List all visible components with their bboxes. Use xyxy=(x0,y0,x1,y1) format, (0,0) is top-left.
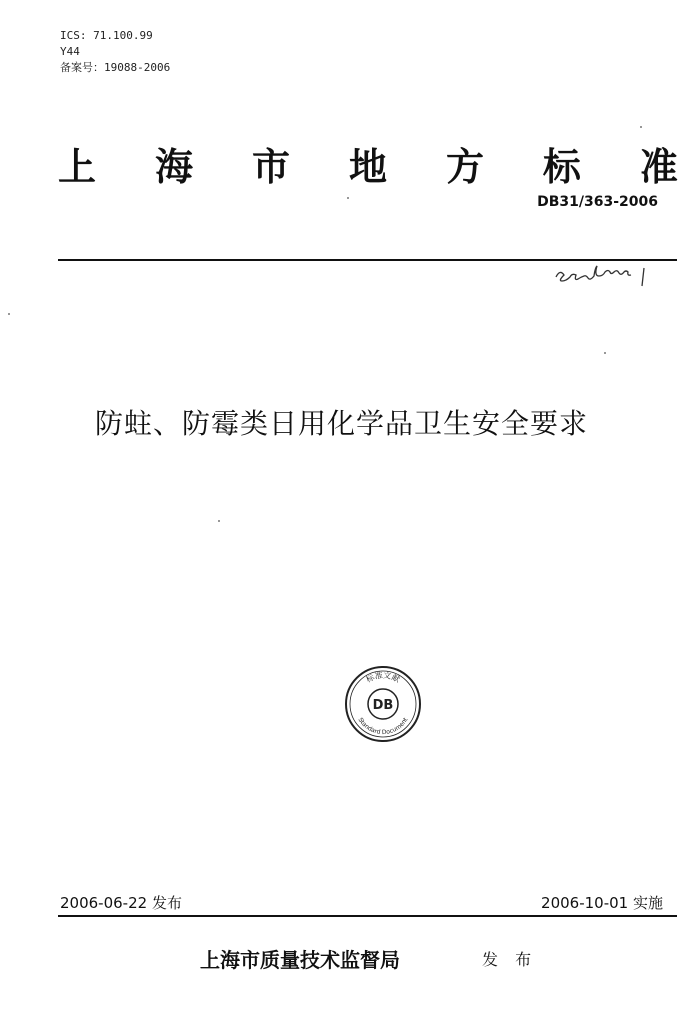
scan-speck xyxy=(8,313,10,315)
scan-speck xyxy=(218,520,220,522)
document-title: 防蛀、防霉类日用化学品卫生安全要求 xyxy=(94,407,588,440)
issuer-suffix: 发 布 xyxy=(482,950,538,969)
standard-type-heading xyxy=(58,136,678,191)
scan-speck xyxy=(604,352,606,354)
heading-char: 标 xyxy=(542,144,581,189)
implementation-date: 2006-10-01 实施 xyxy=(541,894,663,912)
issuing-authority: 上海市质量技术监督局 xyxy=(200,948,400,972)
standard-code: DB31/363-2006 xyxy=(537,194,658,210)
document-metadata xyxy=(60,28,170,76)
record-number: 备案号：19088-2006 xyxy=(60,61,171,74)
handwritten-note-mark xyxy=(552,260,662,290)
heading-char: 海 xyxy=(154,144,193,189)
heading-char: 地 xyxy=(348,144,387,189)
seal-top-text: 标准文献 xyxy=(364,670,402,685)
scan-speck xyxy=(640,126,642,128)
heading-char: 上 xyxy=(58,144,97,189)
ics-code: ICS: 71.100.99 xyxy=(60,29,153,42)
seal-center-text: DB xyxy=(372,698,394,713)
issue-date: 2006-06-22 发布 xyxy=(60,894,182,912)
scan-speck xyxy=(347,197,349,199)
heading-char: 准 xyxy=(639,144,678,189)
seal-bottom-text: Standard Document xyxy=(356,716,410,737)
heading-char: 市 xyxy=(251,144,290,189)
date-row xyxy=(60,892,663,913)
classification-code: Y44 xyxy=(60,45,80,58)
heading-char: 方 xyxy=(445,144,484,189)
standard-document-seal xyxy=(343,664,423,744)
bottom-divider xyxy=(58,915,677,917)
